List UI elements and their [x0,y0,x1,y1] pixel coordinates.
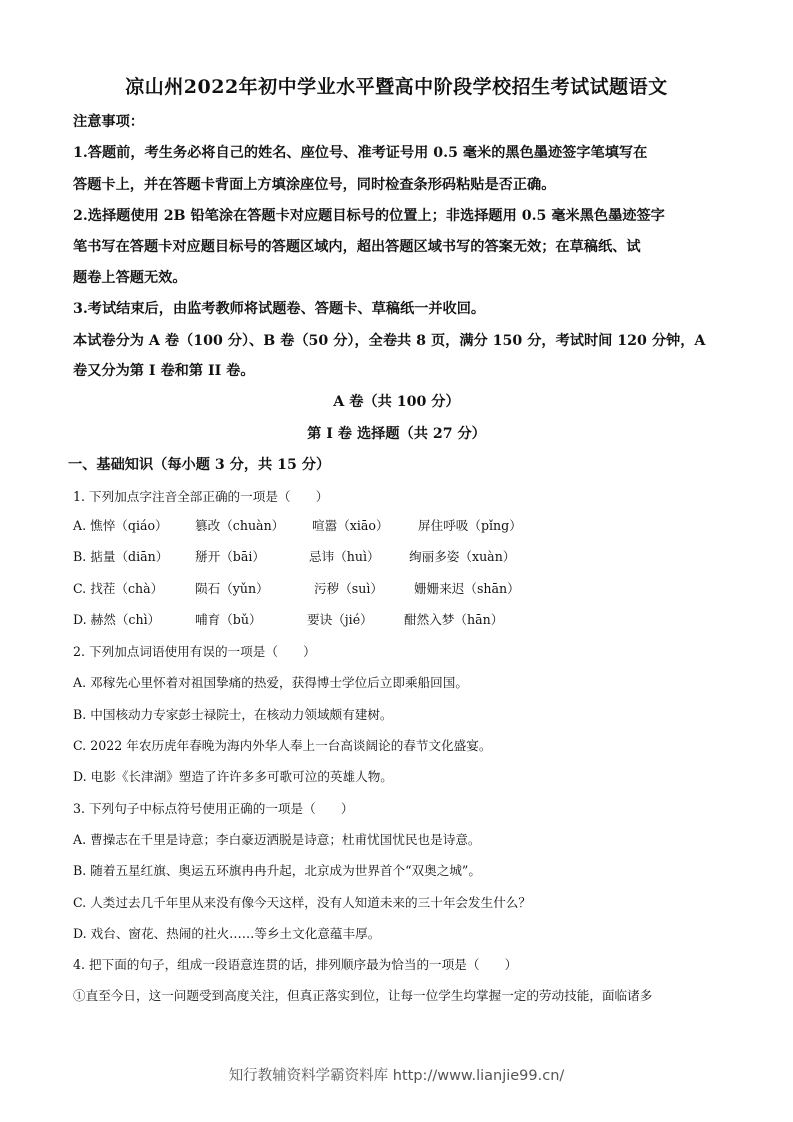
notice-line: 笔书写在答题卡对应题目标号的答题区域内，超出答题区域书写的答案无效；在草稿纸、试 [73,239,641,255]
q1-option-cell: 酣然入梦（hān） [404,612,504,627]
q1-option-cell: 姗姗来迟（shān） [414,581,520,596]
q1-option-cell: 哺育（bǔ） [195,612,262,627]
q3-option: C. 人类过去几千年里从来没有像今天这样，没有人知道未来的三十年会发生什么？ [73,895,531,910]
notice-heading: 注意事项： [73,114,144,130]
q1-option-cell: 要诀（jié） [307,612,373,627]
notice-line: 2.选择题使用 2B 铅笔涂在答题卡对应题目标号的位置上；非选择题用 0.5 毫米黑色墨迹签字 [73,208,665,224]
q1-option-cell: A. 憔悴（qiáo） [73,518,168,533]
q1-option-cell: C. 找茬（chà） [73,581,164,596]
question-3-stem: 3. 下列句子中标点符号使用正确的一项是（ ） [73,801,354,816]
question-1-stem: 1. 下列加点字注音全部正确的一项是（ ） [73,489,329,504]
q1-option-cell: 污秽（suì） [314,581,383,596]
notice-line: 3.考试结束后，由监考教师将试题卷、答题卡、草稿纸一并收回。 [73,301,486,317]
q1-option-cell: 篡改（chuàn） [195,518,285,533]
q1-option-cell: 喧嚣（xiāo） [312,518,389,533]
q1-option-cell: 绚丽多姿（xuàn） [409,549,516,564]
q1-option-cell: 掰开（bāi） [195,549,265,564]
notice-line: 本试卷分为 A 卷（100 分）、B 卷（50 分），全卷共 8 页，满分 150 分，考试时间 120 分钟，A [73,333,706,349]
q1-option-cell: 忌讳（huì） [309,549,380,564]
footer-watermark: 知行教辅资料学霸资料库 http://www.lianjie99.cn/ [228,1068,565,1084]
notice-line: 题卷上答题无效。 [73,270,187,286]
notice-line: 答题卡上，并在答题卡背面上方填涂座位号，同时检查条形码粘贴是否正确。 [73,177,556,193]
q1-option-cell: 陨石（yǔn） [195,581,269,596]
q1-option-cell: B. 掂量（diān） [73,549,169,564]
q4-sentence-1: ①直至今日，这一问题受到高度关注，但真正落实到位，让每一位学生均掌握一定的劳动技能，面临诸多 [73,988,653,1003]
section-a-heading: A 卷（共 100 分） [333,394,460,410]
q2-option: D. 电影《长津湖》塑造了许许多多可歌可泣的英雄人物。 [73,769,393,784]
q3-option: B. 随着五星红旗、奥运五环旗冉冉升起，北京成为世界首个“双奥之城”。 [73,863,481,878]
q2-option: B. 中国核动力专家彭士禄院士，在核动力领域颇有建树。 [73,707,393,722]
notice-line: 卷又分为第 I 卷和第 II 卷。 [73,363,255,379]
question-4-stem: 4. 把下面的句子，组成一段语意连贯的话，排列顺序最为恰当的一项是（ ） [73,957,518,972]
q2-option: A. 邓稼先心里怀着对祖国挚痛的热爱，获得博士学位后立即乘船回国。 [73,675,468,690]
q1-option-cell: 屏住呼吸（pǐng） [418,518,522,533]
page-title: 凉山州2022年初中学业水平暨高中阶段学校招生考试试题语文 [125,76,668,98]
notice-line: 1.答题前，考生务必将自己的姓名、座位号、准考证号用 0.5 毫米的黑色墨迹签字笔填写在 [73,145,648,161]
group-one-heading: 一、基础知识（每小题 3 分，共 15 分） [68,457,331,473]
q1-option-cell: D. 赫然（chì） [73,612,161,627]
q3-option: D. 戏台、窗花、热闹的社火……等乡土文化意蕴丰厚。 [73,926,381,941]
q2-option: C. 2022 年农历虎年春晚为海内外华人奉上一台高谈阔论的春节文化盛宴。 [73,738,492,753]
question-2-stem: 2. 下列加点词语使用有误的一项是（ ） [73,644,316,659]
q3-option: A. 曹操志在千里是诗意；李白豪迈洒脱是诗意；杜甫忧国忧民也是诗意。 [73,832,481,847]
part-one-heading: 第 I 卷 选择题（共 27 分） [307,426,486,442]
